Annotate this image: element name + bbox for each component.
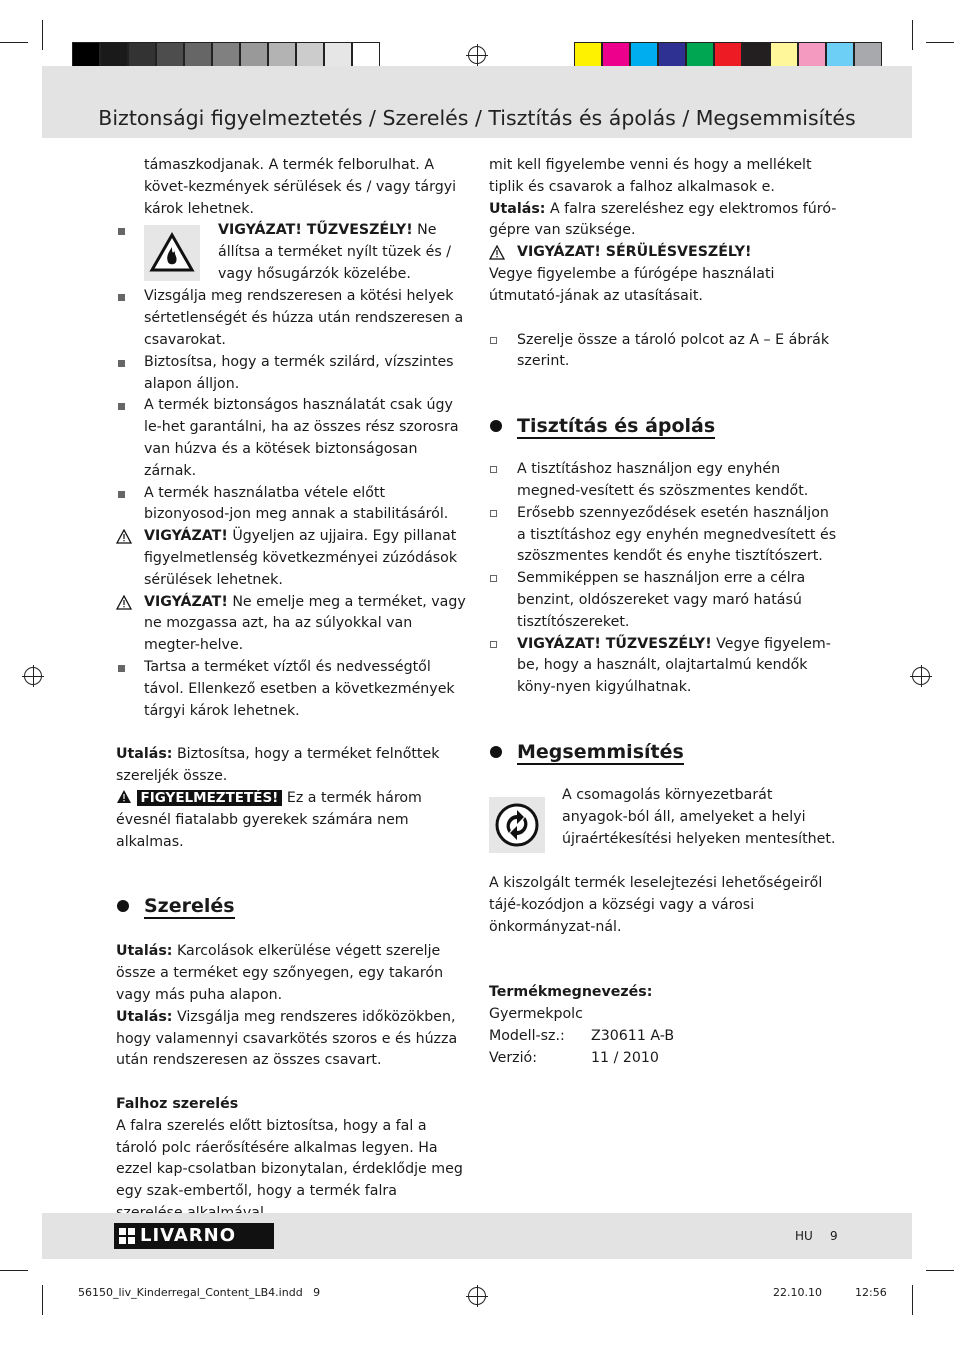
slug-date: 22.10.10 [773, 1286, 822, 1299]
crop-mark [42, 20, 43, 50]
brand-name: LIVARNO [140, 1225, 237, 1246]
list-item-text: A termék biztonságos használatát csak úgy le-het garantálni, ha az összes rész szorosra van húzva és a kötések biztonságosan zárnak. [144, 397, 459, 479]
list-item-text: Vizsgálja meg rendszeresen a kötési helyek sértetlenségét és húzza után rendszeresen a csavarokat. [144, 288, 464, 348]
crop-mark [912, 1285, 913, 1315]
section-heading-disposal [489, 739, 841, 765]
note-paragraph [116, 941, 468, 1006]
note-text: Vizsgálja meg rendszeres időközökben, hogy valamennyi csavarkötés szoros e és húzza után rendszeresen az összes csavart. [116, 1008, 458, 1069]
warning-text: Vegye figyelem-be, hogy a használt, olajtartalmú kendők köny-nyen kigyúlhatnak. [517, 635, 831, 696]
version-label: Verzió: [489, 1049, 538, 1066]
model-value: Z30611 A-B [591, 1027, 675, 1044]
list-item-text: Semmiképpen se használjon erre a célra benzint, oldószereket vagy maró hatású tisztítószereket. [517, 570, 806, 630]
note-paragraph [116, 744, 468, 788]
language-code: HU [795, 1229, 813, 1243]
page-number: 9 [830, 1229, 838, 1243]
version-value: 11 / 2010 [591, 1049, 659, 1066]
bullet-dot-icon [490, 420, 502, 432]
checkbox-bullet-icon [490, 575, 497, 582]
product-label-text: Termékmegnevezés: [489, 984, 653, 1001]
note-text: Karcolások elkerülése végett szerelje össze a terméket egy szőnyegen, egy takarón vagy más puha alapon. [116, 943, 444, 1003]
slug-time: 12:56 [855, 1286, 887, 1299]
bullet-icon [118, 360, 125, 367]
continuation-text: mit kell figyelembe venni és hogy a mellékelt tiplik és csavarok a falhoz alkalmasok e. [489, 157, 812, 195]
warning-triangle-icon [116, 789, 132, 804]
list-item [489, 459, 841, 503]
fire-hazard-icon [144, 225, 200, 281]
bullet-dot-icon [117, 900, 129, 912]
warning-label: VIGYÁZAT! [144, 593, 228, 610]
warning-triangle-icon [116, 595, 132, 610]
bullet-icon [118, 491, 125, 498]
figy-text: Ez a termék három évesnél fiatalabb gyerekek számára nem alkalmas. [116, 789, 422, 850]
checkbox-bullet-icon [490, 510, 497, 517]
warning-label: VIGYÁZAT! SÉRÜLÉSVESZÉLY! [517, 244, 752, 261]
list-item-text: Biztosítsa, hogy a termék szilárd, vízszintes alapon álljon. [144, 353, 454, 392]
logo-cross-icon [119, 1228, 135, 1244]
list-item [489, 634, 841, 699]
warning-text: Ügyeljen az ujjaira. Egy pillanat figyelmetlenség következményei zúzódások sérülések lehetnek. [144, 528, 458, 588]
checkbox-bullet-icon [490, 337, 497, 344]
list-item-text: Erősebb szennyeződések esetén használjon a tisztításhoz egy enyhén megnedvesített és szöszmentes kendőt és enyhe tisztítószert. [517, 504, 837, 565]
warning-item [116, 592, 468, 657]
crop-mark [0, 42, 28, 43]
injury-text: Vegye figyelembe a fúrógépe használati útmutató-jának az utasításait. [489, 265, 775, 304]
bullet-icon [118, 665, 125, 672]
note-label: Utalás: [116, 746, 173, 763]
note-paragraph [489, 199, 841, 243]
warning-text: Ne emelje meg a terméket, vagy ne mozgassa azt, ha az súlyokkal van megter-helve. [144, 593, 466, 654]
warning-label: VIGYÁZAT! TŰZVESZÉLY! [517, 635, 712, 652]
intro-text: támaszkodjanak. A termék felborulhat. A követ-kezmények sérülések és / vagy tárgyi károk lehetnek. [144, 157, 457, 217]
bullet-icon [118, 403, 125, 410]
registration-mark-icon [468, 1287, 486, 1305]
section-heading-assembly [116, 893, 468, 919]
subheading [116, 1094, 468, 1116]
note-label: Utalás: [489, 200, 546, 217]
left-column [116, 155, 468, 1225]
note-label: Utalás: [116, 943, 173, 960]
warning-item [116, 526, 468, 591]
checkbox-bullet-icon [490, 641, 497, 648]
note-paragraph [116, 1007, 468, 1072]
registration-mark-icon [24, 667, 42, 685]
crop-mark [926, 42, 954, 43]
list-item-text: Tartsa a terméket víztől és nedvességtől távol. Ellenkező esetben a következmények tárgyi károk lehetnek. [144, 658, 455, 719]
wall-text: A falra szerelés előtt biztosítsa, hogy a fal a tároló polc ráerősítésére alkalmas legyen. Ha ezzel kap-csolatban bizonytalan, érdeklődje meg egy szak-embertől, hogy a termék falra [116, 1117, 463, 1200]
product-label [489, 982, 841, 1004]
fire-warning-label: VIGYÁZAT! TŰZVESZÉLY! [218, 222, 413, 239]
disposal-text: A kiszolgált termék leselejtezési lehetőségeiről tájé-kozódjon a községi vagy a városi önkormányzat-nál. [489, 874, 823, 935]
right-column [489, 155, 841, 1070]
page-title: Biztonsági figyelmeztetés / Szerelés / Tisztítás és ápolás / Megsemmisítés [98, 106, 856, 130]
section-heading-cleaning [489, 413, 841, 439]
registration-mark-icon [468, 46, 486, 64]
list-item [489, 503, 841, 568]
crop-mark [0, 1270, 28, 1271]
registration-mark-icon [912, 667, 930, 685]
list-item [116, 352, 468, 396]
section-heading-text: Tisztítás és ápolás [517, 415, 716, 438]
section-heading-text: Megsemmisítés [517, 740, 684, 763]
list-item [116, 483, 468, 527]
list-item [116, 395, 468, 482]
warning-item [489, 242, 841, 264]
fire-warning-text: Ne állítsa a terméket nyílt tüzek és / vagy hősugárzók közelébe. [218, 222, 452, 282]
section-heading-text: Szerelés [144, 895, 235, 918]
list-item [116, 286, 468, 351]
green-dot-recycle-icon [489, 797, 545, 853]
figy-label: FIGYELMEZTETÉS! [137, 790, 283, 806]
version-row [489, 1048, 841, 1070]
warning-triangle-icon [116, 529, 132, 544]
model-row [489, 1026, 841, 1048]
checkbox-bullet-icon [490, 466, 497, 473]
crop-mark [42, 1285, 43, 1315]
list-item-text: A tisztításhoz használjon egy enyhén megned-vesített és szöszmentes kendőt. [517, 461, 809, 499]
list-item-text: Szerelje össze a tároló polcot az A – E ábrák szerint. [517, 331, 830, 370]
list-item [116, 657, 468, 722]
warning-triangle-icon [489, 245, 505, 260]
warning-label: VIGYÁZAT! [144, 528, 228, 545]
figy-paragraph [116, 788, 468, 853]
note-text: Biztosítsa, hogy a terméket felnőttek szereljék össze. [116, 746, 440, 785]
list-item-text: A termék használatba vétele előtt bizonyosod-jon meg annak a stabilitásáról. [144, 484, 449, 523]
file-slug: 56150_liv_Kinderregal_Content_LB4.indd 9 [78, 1286, 321, 1299]
bullet-icon [118, 228, 125, 235]
bullet-icon [118, 294, 125, 301]
bullet-dot-icon [490, 746, 502, 758]
disposal-text: A csomagolás környezetbarát anyagok-ból áll, amelyeket a helyi újraértékesítési helyeken mentesíthet. [562, 786, 836, 847]
list-item [489, 330, 841, 374]
crop-mark [926, 1270, 954, 1271]
model-label: Modell-sz.: [489, 1027, 565, 1044]
note-label: Utalás: [116, 1008, 173, 1025]
crop-mark [912, 20, 913, 50]
note-text: A falra szereléshez egy elektromos fúró-gépre van szüksége. [489, 200, 837, 239]
cleaning-list [489, 459, 841, 699]
product-name: Gyermekpolc [489, 1006, 583, 1023]
list-item [489, 568, 841, 633]
subheading-text: Falhoz szerelés [116, 1096, 239, 1113]
